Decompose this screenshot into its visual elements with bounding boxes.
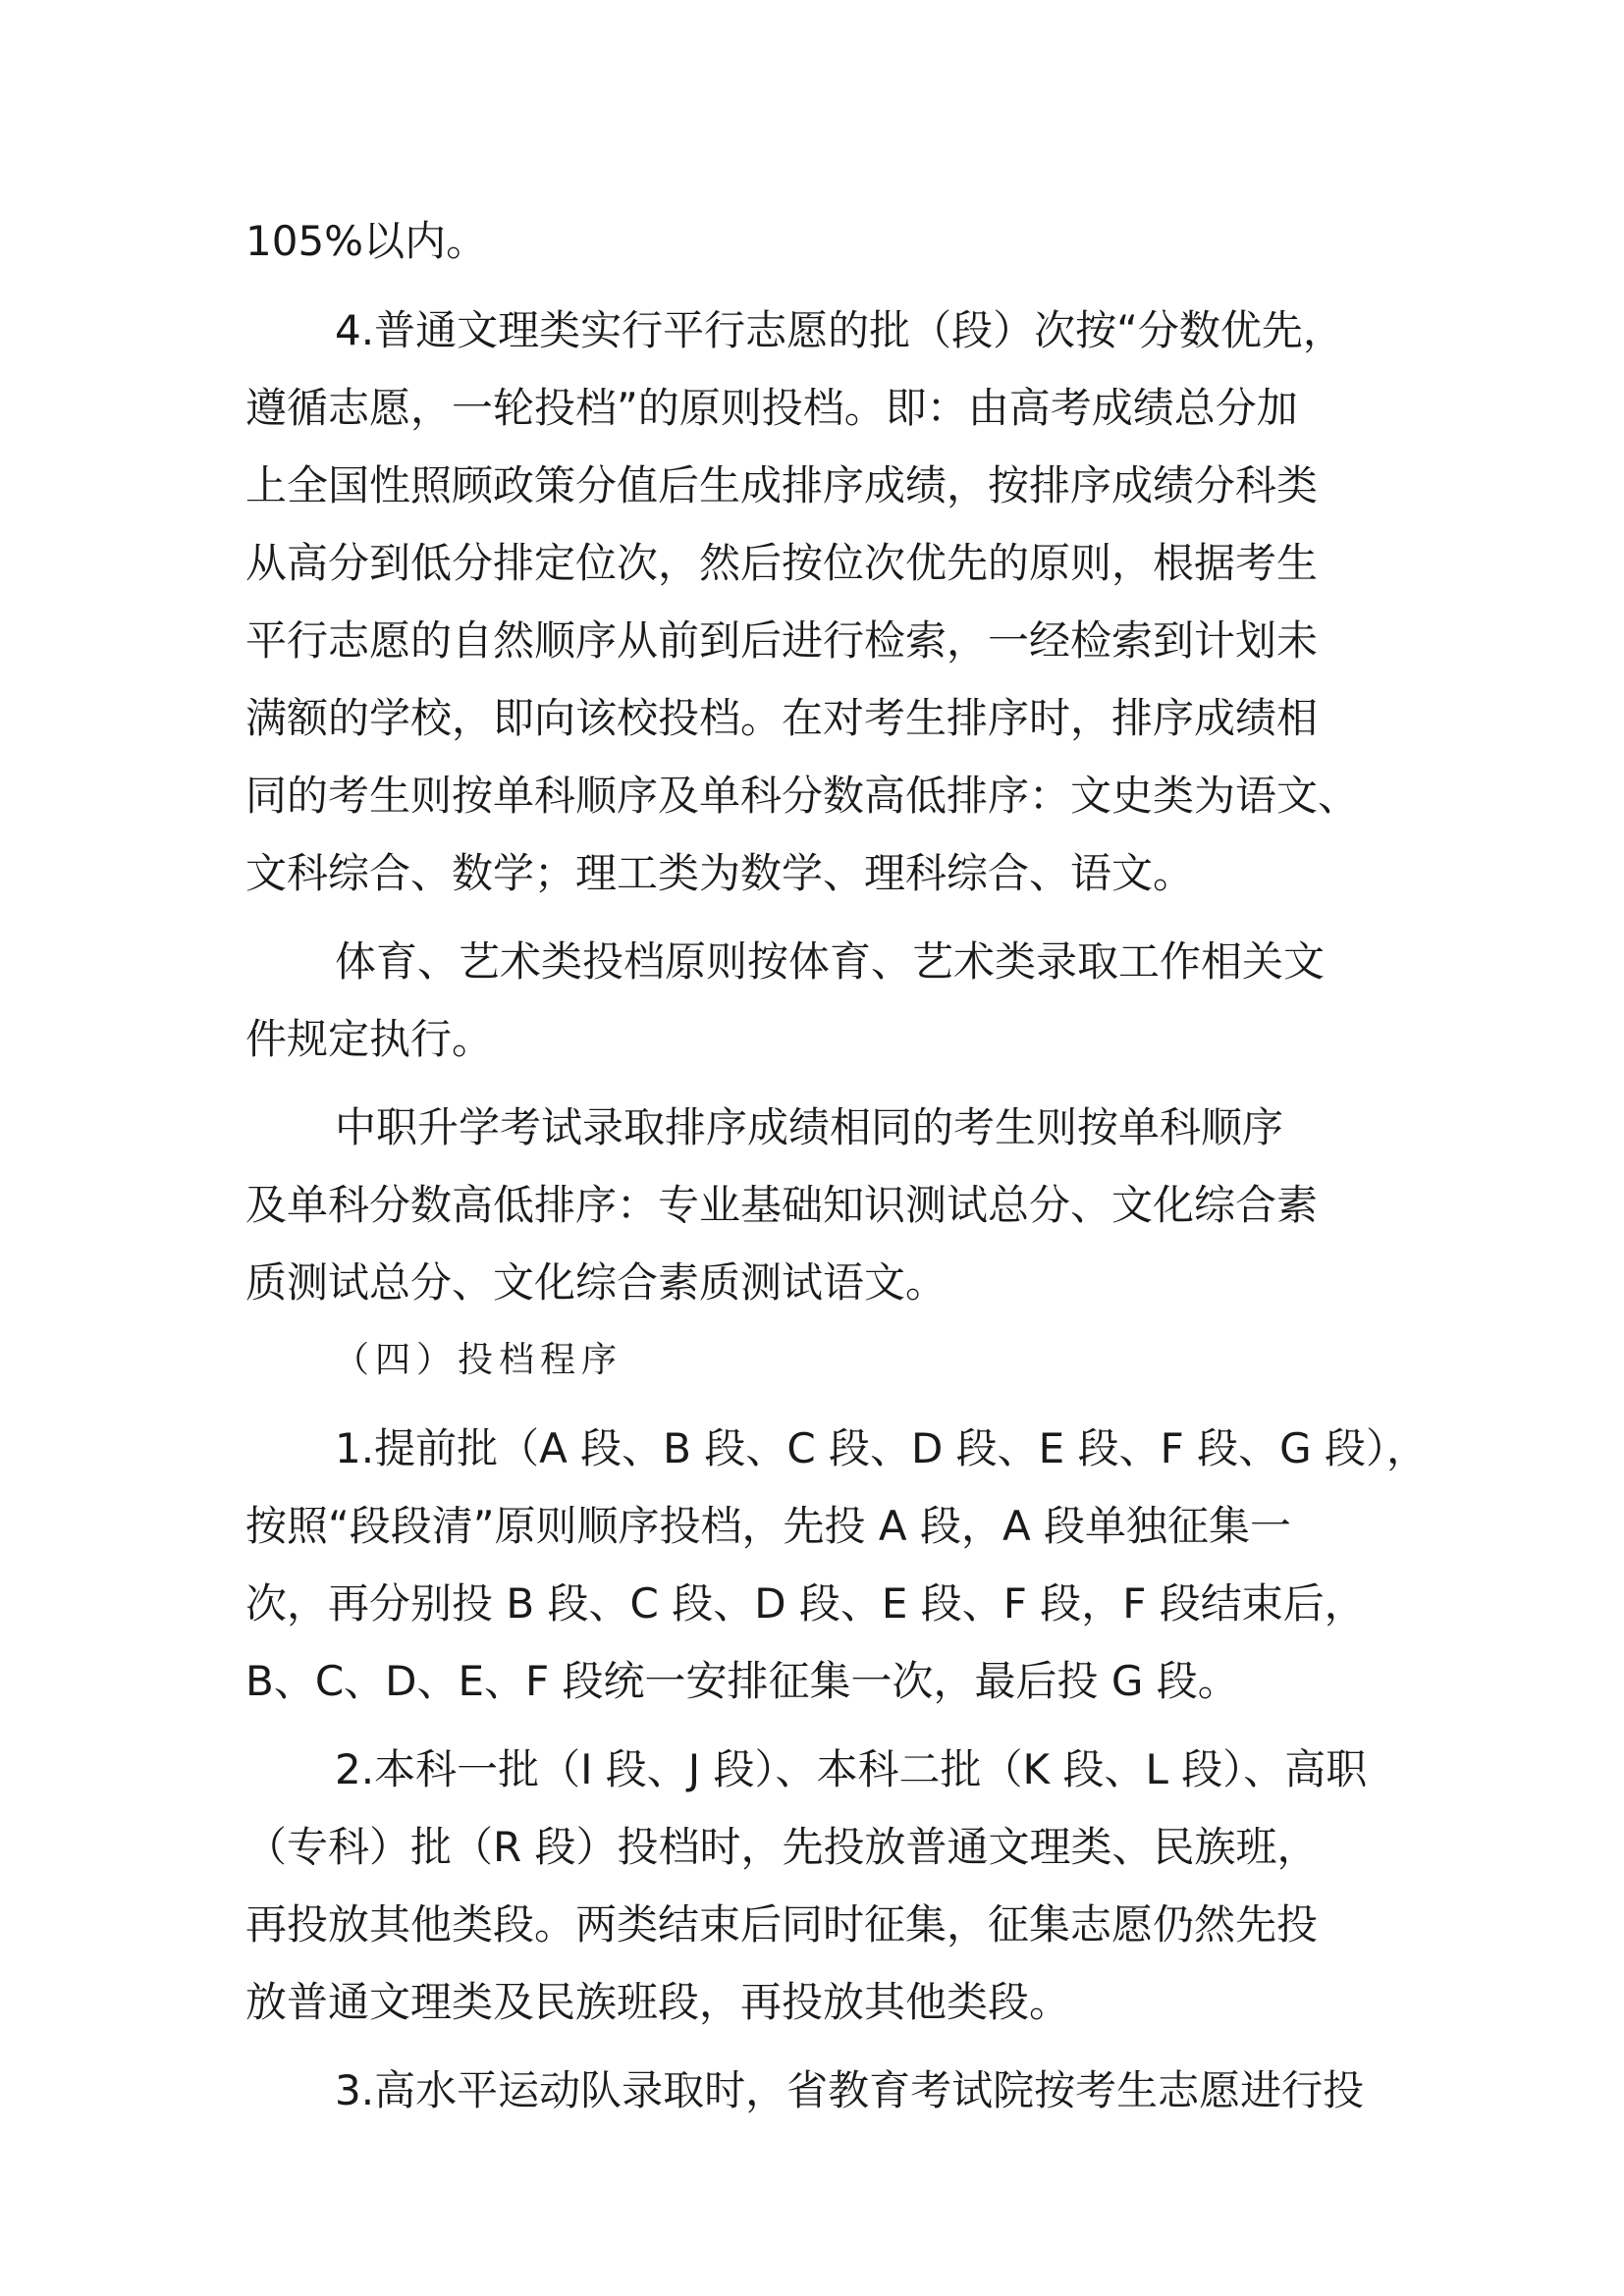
paragraph-line: 2.本科一批（I 段、J 段）、本科二批（K 段、L 段）、高职 xyxy=(335,1745,1368,1793)
paragraph-line: 满额的学校，即向该校投档。在对考生排序时，排序成绩相 xyxy=(245,694,1319,742)
paragraph-line: （专科）批（R 段）投档时，先投放普通文理类、民族班， xyxy=(245,1823,1319,1871)
paragraph-line: 文科综合、数学；理工类为数学、理科综合、语文。 xyxy=(245,849,1195,897)
paragraph-line: 按照“段段清”原则顺序投档，先投 A 段，A 段单独征集一 xyxy=(245,1502,1292,1550)
paragraph-line: 从高分到低分排定位次，然后按位次优先的原则，根据考生 xyxy=(245,539,1319,587)
text-line: 105%以内。 xyxy=(245,217,488,265)
paragraph-line: 及单科分数高低排序：专业基础知识测试总分、文化综合素 xyxy=(245,1181,1319,1229)
section-heading: （四）投档程序 xyxy=(334,1340,623,1380)
paragraph-line: 再投放其他类段。两类结束后同时征集，征集志愿仍然先投 xyxy=(245,1900,1319,1949)
paragraph-line: 体育、艺术类投档原则按体育、艺术类录取工作相关文 xyxy=(335,937,1326,986)
paragraph-line: 次，再分别投 B 段、C 段、D 段、E 段、F 段，F 段结束后， xyxy=(245,1579,1366,1628)
paragraph-line: 质测试总分、文化综合素质测试语文。 xyxy=(245,1258,947,1307)
paragraph-line: B、C、D、E、F 段统一安排征集一次，最后投 G 段。 xyxy=(245,1657,1239,1705)
paragraph-line: 平行志愿的自然顺序从前到后进行检索，一经检索到计划未 xyxy=(245,616,1319,665)
paragraph-line: 同的考生则按单科顺序及单科分数高低排序：文史类为语文、 xyxy=(245,772,1360,820)
paragraph-line: 3.高水平运动队录取时，省教育考试院按考生志愿进行投 xyxy=(335,2066,1365,2114)
paragraph-line: 放普通文理类及民族班段，再投放其他类段。 xyxy=(245,1978,1071,2026)
paragraph-line: 4.普通文理类实行平行志愿的批（段）次按“分数优先， xyxy=(335,306,1344,354)
paragraph-line: 件规定执行。 xyxy=(245,1015,494,1063)
paragraph-line: 上全国性照顾政策分值后生成排序成绩，按排序成绩分科类 xyxy=(245,461,1319,509)
paragraph-line: 遵循志愿，一轮投档”的原则投档。即：由高考成绩总分加 xyxy=(245,384,1298,432)
paragraph-line: 1.提前批（A 段、B 段、C 段、D 段、E 段、F 段、G 段）， xyxy=(335,1424,1428,1472)
paragraph-line: 中职升学考试录取排序成绩相同的考生则按单科顺序 xyxy=(335,1103,1284,1151)
